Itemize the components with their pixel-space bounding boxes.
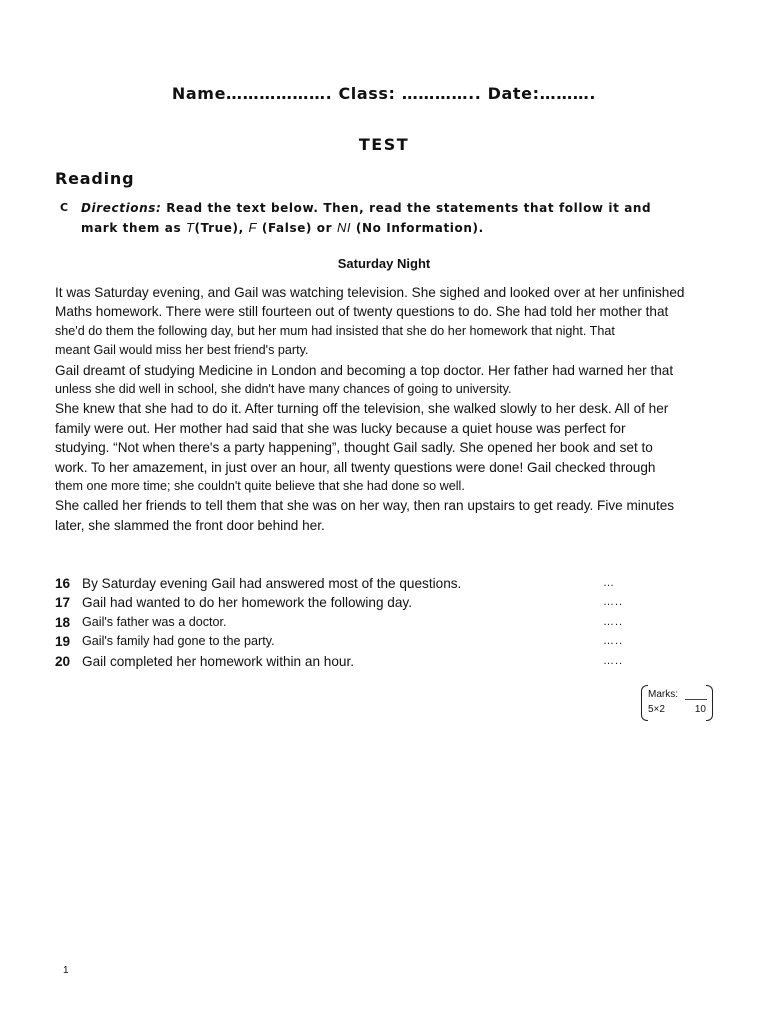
directions-label: Directions:	[81, 201, 162, 215]
question-item	[55, 632, 655, 651]
question-item	[55, 574, 655, 593]
passage-line: meant Gail would miss her best friend's party.	[55, 343, 309, 358]
question-text: By Saturday evening Gail had answered most of the questions.	[82, 576, 462, 591]
passage-line: Gail dreamt of studying Medicine in London and becoming a top doctor. Her father had warned her that	[55, 362, 674, 378]
question-item	[55, 613, 655, 632]
label-ni: (No Information).	[355, 221, 484, 235]
question-number: 19	[55, 634, 71, 650]
passage-line: It was Saturday evening, and Gail was watching television. She sighed and looked over at her unfinished	[55, 285, 685, 300]
code-true: T	[186, 220, 195, 235]
answer-blank[interactable]: …..	[603, 615, 624, 628]
answer-blank[interactable]: …..	[603, 635, 624, 648]
question-number: 20	[55, 653, 71, 669]
passage-line: work. To her amazement, in just over an hour, all twenty questions were done! Gail checked through	[55, 459, 656, 475]
question-number: 16	[55, 576, 71, 591]
question-text: Gail's family had gone to the party.	[82, 634, 275, 649]
passage-line: Maths homework. There were still fourteen out of twenty questions to do. She had told her mother that	[55, 304, 669, 320]
question-number: 18	[55, 614, 71, 630]
marks-score-line[interactable]	[685, 699, 707, 700]
directions	[60, 198, 720, 238]
passage-line: them one more time; she couldn't quite believe that she had done so well.	[55, 479, 465, 494]
question-text: Gail completed her homework within an hour.	[82, 653, 355, 669]
passage-line: She knew that she had to do it. After turning off the television, she walked slowly to her desk. All of her	[55, 401, 669, 417]
section-title: Reading	[55, 169, 135, 188]
passage-line: unless she did well in school, she didn't have many chances of going to university.	[55, 382, 512, 397]
test-title: TEST	[358, 135, 410, 154]
marks-label: Marks:	[648, 689, 678, 700]
part-letter: C	[60, 201, 69, 214]
passage-line: she'd do them the following day, but her mum had insisted that she do her homework that night. That	[55, 323, 615, 338]
answer-blank[interactable]: …..	[603, 654, 624, 667]
passage-line: family were out. Her mother had said that she was lucky because a quiet house was perfect for	[55, 420, 626, 436]
marks-formula: 5×2	[648, 704, 665, 715]
passage-line: studying. “Not when there's a party happening”, thought Gail sadly. She opened her book and set to	[55, 440, 653, 456]
directions-text-2: mark them as	[81, 221, 182, 235]
directions-text-1: Read the text below. Then, read the statements that follow it and	[166, 201, 652, 215]
question-number: 17	[55, 595, 71, 611]
question-list	[55, 574, 655, 671]
bracket-left	[641, 685, 648, 721]
label-true: (True),	[194, 221, 244, 235]
code-ni: NI	[336, 220, 352, 235]
reading-passage	[55, 283, 720, 535]
question-text: Gail had wanted to do her homework the following day.	[82, 595, 412, 611]
marks-total: 10	[694, 704, 706, 715]
code-false: F	[248, 220, 258, 235]
directions-body	[81, 198, 720, 238]
answer-blank[interactable]: …	[603, 577, 615, 589]
question-text: Gail's father was a doctor.	[82, 614, 227, 629]
student-info-line: Name………………. Class: ………….. Date:……….	[171, 84, 597, 103]
answer-blank[interactable]: …..	[603, 596, 624, 609]
bracket-right	[706, 685, 713, 721]
label-false: (False) or	[261, 221, 333, 235]
passage-title: Saturday Night	[337, 256, 431, 271]
passage-line: She called her friends to tell them that she was on her way, then ran upstairs to get ready. Five minutes	[55, 498, 675, 514]
question-item	[55, 652, 655, 671]
page-number: 1	[63, 965, 69, 976]
question-item	[55, 593, 655, 612]
marks-box	[641, 685, 713, 721]
passage-line: later, she slammed the front door behind her.	[55, 517, 325, 533]
